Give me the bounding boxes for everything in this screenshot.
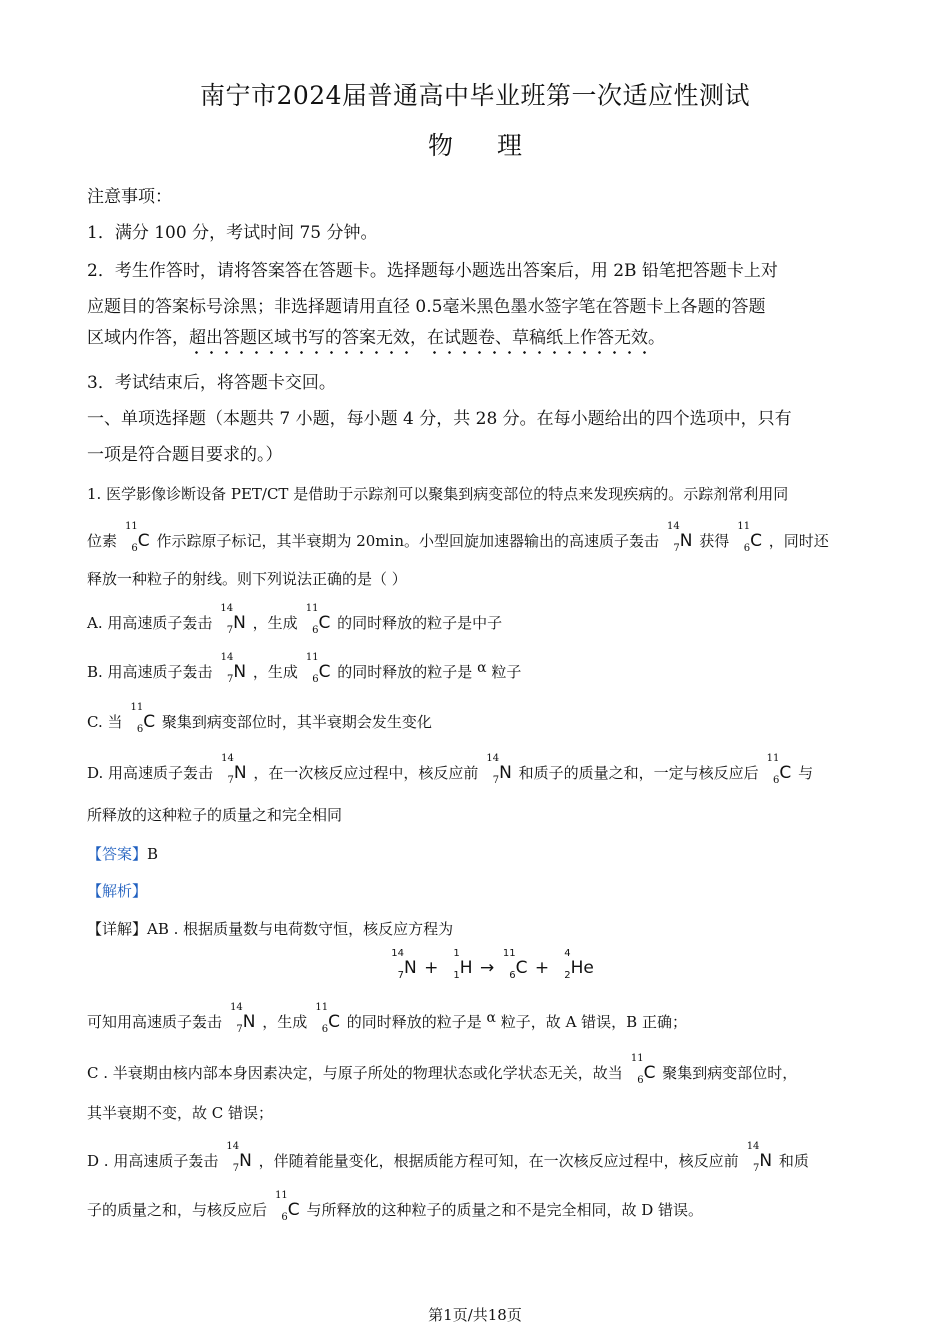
arrow-icon: → xyxy=(479,958,495,978)
q1-option-a: A. 用高速质子轰击 14 7 N ，生成 11 6 C 的同时释放的粒子是中子 xyxy=(87,603,503,636)
exam-subject: 物 理 xyxy=(428,131,540,160)
plus-sign: + xyxy=(534,958,550,978)
q1-option-c: C. 当 11 6 C 聚集到病变部位时，其半衰期会发生变化 xyxy=(87,702,432,735)
notes-heading: 注意事项： xyxy=(87,187,172,207)
exam-title: 南宁市2024届普通高中毕业班第一次适应性测试 xyxy=(199,81,751,110)
q1-text: 位素 xyxy=(87,532,118,550)
q1-text: 作示踪原子标记，其半衰期为 20min。小型回旋加速器输出的高速质子轰击 xyxy=(156,532,659,550)
nuclide-c11: 11 6 C xyxy=(630,1053,656,1086)
alpha-symbol: α xyxy=(477,660,487,676)
q1-option-d-line-1: D. 用高速质子轰击 14 7 N ，在一次核反应过程中，核反应前 14 7 N 和质子的质量之和，一定与核反应后 11 6 C 与 xyxy=(87,753,814,786)
note-3: 3．考试结束后，将答题卡交回。 xyxy=(87,373,336,393)
q1-stem-line-2 xyxy=(87,521,829,554)
note-2-line-3 xyxy=(87,323,665,348)
nuclide-n14: 14 7 N xyxy=(220,652,247,685)
note-2-text: 区域内作答， xyxy=(87,328,189,348)
section-heading-line-2: 一项是符合题目要求的。） xyxy=(87,445,283,465)
detail-line-2: 可知用高速质子轰击 14 7 N ，生成 11 6 C 的同时释放的粒子是 α 粒子，故 A 错误，B 正确； xyxy=(87,1002,687,1035)
q1-text: 获得 xyxy=(699,532,730,550)
page-number: 第1页/共18页 xyxy=(428,1306,522,1324)
nuclide-c11: 11 6 C xyxy=(275,1190,300,1223)
plus-sign: + xyxy=(424,958,439,978)
detail-line-6: 子的质量之和，与核反应后 11 6 C 与所释放的这种粒子的质量之和不是完全相同，故 D 错误。 xyxy=(87,1190,704,1223)
nuclide-c11: 11 6 C xyxy=(737,521,762,554)
detail-line-1: 【详解】AB . 根据质量数与电荷数守恒，核反应方程为 xyxy=(87,920,454,938)
answer-line xyxy=(87,843,158,864)
nuclide-n14: 14 7 N xyxy=(486,753,512,786)
nuclide-c11: 11 6 C xyxy=(766,753,792,786)
q1-option-b: B. 用高速质子轰击 14 7 N ，生成 11 6 C 的同时释放的粒子是 α 粒子 xyxy=(87,652,522,685)
nuclide-h1: 1 1 H xyxy=(453,948,473,981)
detail-label: 【详解】 xyxy=(87,920,148,938)
note-2-line-2: 应题目的答案标号涂黑；非选择题请用直径 0.5毫米黑色墨水签字笔在答题卡上各题的答题 xyxy=(87,297,766,317)
nuclide-n14: 14 7 N xyxy=(221,753,247,786)
nuclide-c11: 11 6 C xyxy=(502,948,528,981)
nuclide-c11: 11 6 C xyxy=(315,1002,340,1035)
detail-line-4: 其半衰期不变，故 C 错误； xyxy=(87,1104,274,1122)
detail-line-5: D . 用高速质子轰击 14 7 N ，伴随着能量变化，根据质能方程可知，在一次核反应过程中，核反应前 14 7 N 和质 xyxy=(87,1141,809,1174)
emphasis-dotted-text: 超出答题区域书写的答案无效 xyxy=(189,328,410,355)
note-2-line-1: 2．考生作答时，请将答案答在答题卡。选择题每小题选出答案后，用 2B 铅笔把答题卡上对 xyxy=(87,261,778,281)
analysis-label: 【解析】 xyxy=(87,882,148,900)
detail-line-3: C . 半衰期由核内部本身因素决定，与原子所处的物理状态或化学状态无关，故当 11 6 C 聚集到病变部位时， xyxy=(87,1053,798,1086)
nuclide-n14: 14 7 N xyxy=(226,1141,252,1174)
nuclide-n14: 14 7 N xyxy=(230,1002,256,1035)
q1-stem-line-1: 1. 医学影像诊断设备 PET/CT 是借助于示踪剂可以聚集到病变部位的特点来发现疾病的。示踪剂常利用同 xyxy=(87,485,789,503)
nuclide-n14: 14 7 N xyxy=(746,1141,773,1174)
nuclide-c11: 11 6 C xyxy=(125,521,150,554)
emphasis-dotted-text: 在试题卷、草稿纸上作答无效 xyxy=(427,328,648,355)
nuclide-c11: 11 6 C xyxy=(305,603,331,636)
nuclide-n14: 14 7 N xyxy=(220,603,246,636)
note-2-text: 。 xyxy=(648,328,665,348)
nuclear-reaction-equation xyxy=(388,948,596,981)
nuclide-he4: 4 2 He xyxy=(564,948,594,981)
nuclide-n14: 14 7 N xyxy=(391,948,417,981)
nuclide-n14: 14 7 N xyxy=(667,521,693,554)
answer-value: B xyxy=(147,845,159,863)
nuclide-c11: 11 6 C xyxy=(130,702,156,735)
q1-text: ，同时还 xyxy=(768,532,829,550)
nuclide-c11: 11 6 C xyxy=(305,652,331,685)
note-2-text: ， xyxy=(410,328,427,348)
q1-stem-line-3: 释放一种粒子的射线。则下列说法正确的是（ ） xyxy=(87,570,407,588)
section-heading-line-1: 一、单项选择题（本题共 7 小题，每小题 4 分，共 28 分。在每小题给出的四个选项中，只有 xyxy=(87,409,792,429)
answer-label: 【答案】 xyxy=(87,845,148,863)
q1-option-d-line-2: 所释放的这种粒子的质量之和完全相同 xyxy=(87,806,343,824)
note-1: 1．满分 100 分，考试时间 75 分钟。 xyxy=(87,223,378,243)
alpha-symbol: α xyxy=(486,1010,497,1026)
